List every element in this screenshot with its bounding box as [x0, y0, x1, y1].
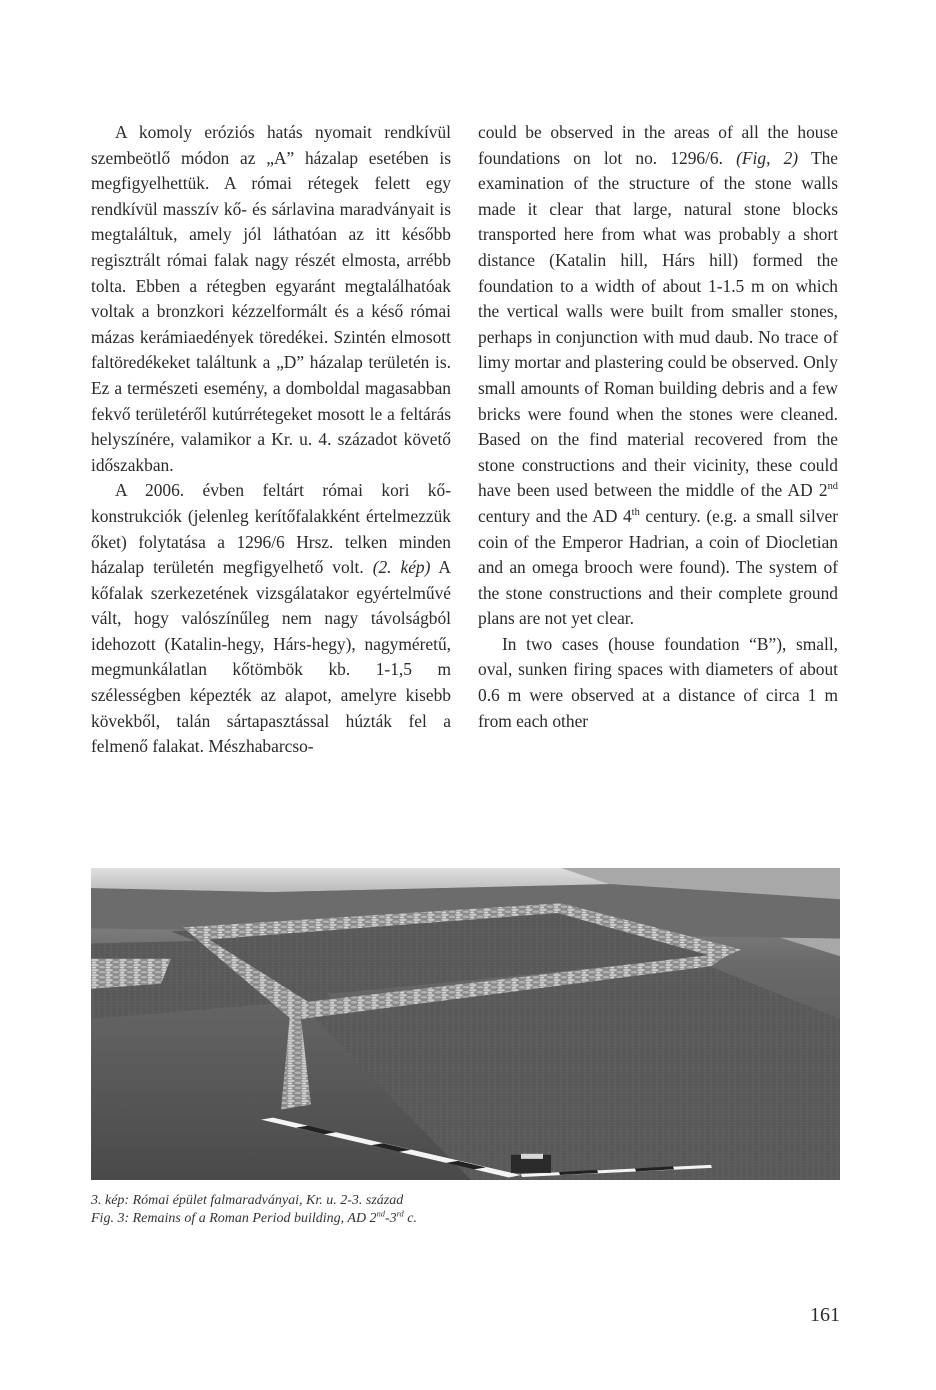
text: Fig. 3: Remains of a Roman Period building, AD 2 — [91, 1211, 377, 1226]
text: century. (e.g. a small silver coin of the Emperor Hadrian, a coin of Diocletian and an omega brooch were found). The system of the stone constructions and their complete ground plans are not yet clear. — [478, 505, 838, 629]
ordinal-suffix: rd — [396, 1209, 404, 1219]
ordinal-suffix: th — [631, 507, 640, 519]
paragraph-stone-walls — [478, 120, 838, 632]
text: could be observed in the areas of all the house foundations on lot no. 1296/6. — [478, 122, 838, 168]
excavation-photo — [91, 868, 840, 1180]
figure-reference: (2. kép) — [372, 557, 431, 578]
figure-caption — [91, 1192, 840, 1228]
caption-hungarian: 3. kép: Római épület falmaradványai, Kr. u. 2-3. század — [91, 1193, 404, 1208]
text: The examination of the structure of the stone walls made it clear that large, natural stone blocks transported here from what was probably a short distance (Katalin hill, Hárs hill) formed the foundation to a width of about 1-1.5 m on which the vertical walls were built from smaller stones, perhaps in conjunction with mud daub. No trace of limy mortar and plastering could be observed. Only small amounts of Roman building debris and a few bricks were found when the stones were cleaned. Based on the find material recovered from the stone constructions and their vicinity, these could have been used between the middle of the AD 2 — [478, 147, 838, 501]
left-column-hungarian — [91, 120, 451, 760]
paragraph-erosion: A komoly eróziós hatás nyomait rendkívül szembeötlő módon az „A” házalap esetében is megfigyelhettük. A római rétegek felett egy rendkívül masszív kő- és sárlavina maradványait is megtaláltuk, amely jól láthatóan az itt később regisztrált római falak nagy részét elmosta, arrébb tolta. Ebben a rétegben egyaránt megtalálhatóak voltak a bronzkori kézzelformált és a késő római mázas kerámiaedények töredékei. Szintén elmosott faltöredékeket találtunk a „D” házalap területén is. Ez a természeti esemény, a domboldal magasabban fekvő területéről kutúrrétegeket mosott le a feltárás helyszínére, valamikor a Kr. u. 4. századot követő időszakban. — [91, 122, 451, 475]
text: century and the AD 4 — [478, 505, 632, 526]
text: -3 — [384, 1211, 397, 1226]
paragraph-firing-spaces: In two cases (house foundation “B”), small, oval, sunken firing spaces with diameters of about 0.6 m were observed at a distance of circa 1 m from each other — [478, 633, 838, 731]
caption-english — [91, 1210, 840, 1228]
right-column-english — [478, 120, 838, 734]
text: c. — [403, 1211, 417, 1226]
text: A kőfalak szerkezetének vizsgálatakor egyértelművé vált, hogy valószínűleg nem nagy távolságból idehozott (Katalin-hegy, Hárs-hegy), nagyméretű, megmunkálatlan kőtömbök kb. 1-1,5 m szélességben képezték az alapot, amelyre kisebb kövekből, talán sártapasztással húzták fel a felmenő falakat. Mészhabarcso- — [91, 557, 451, 757]
ordinal-suffix: nd — [827, 481, 838, 493]
text: A 2006. évben feltárt római kori kőkonstrukciók (jelenleg kerítőfalakként értelmezzük őket) folytatása a 1296/6 Hrsz. telken minden házalap területén megfigyelhető volt. — [91, 480, 451, 578]
ordinal-suffix: nd — [376, 1209, 385, 1219]
page-number: 161 — [810, 1304, 840, 1326]
figure-reference: (Fig, 2) — [736, 147, 799, 168]
paragraph-stone-constructions — [91, 478, 451, 760]
